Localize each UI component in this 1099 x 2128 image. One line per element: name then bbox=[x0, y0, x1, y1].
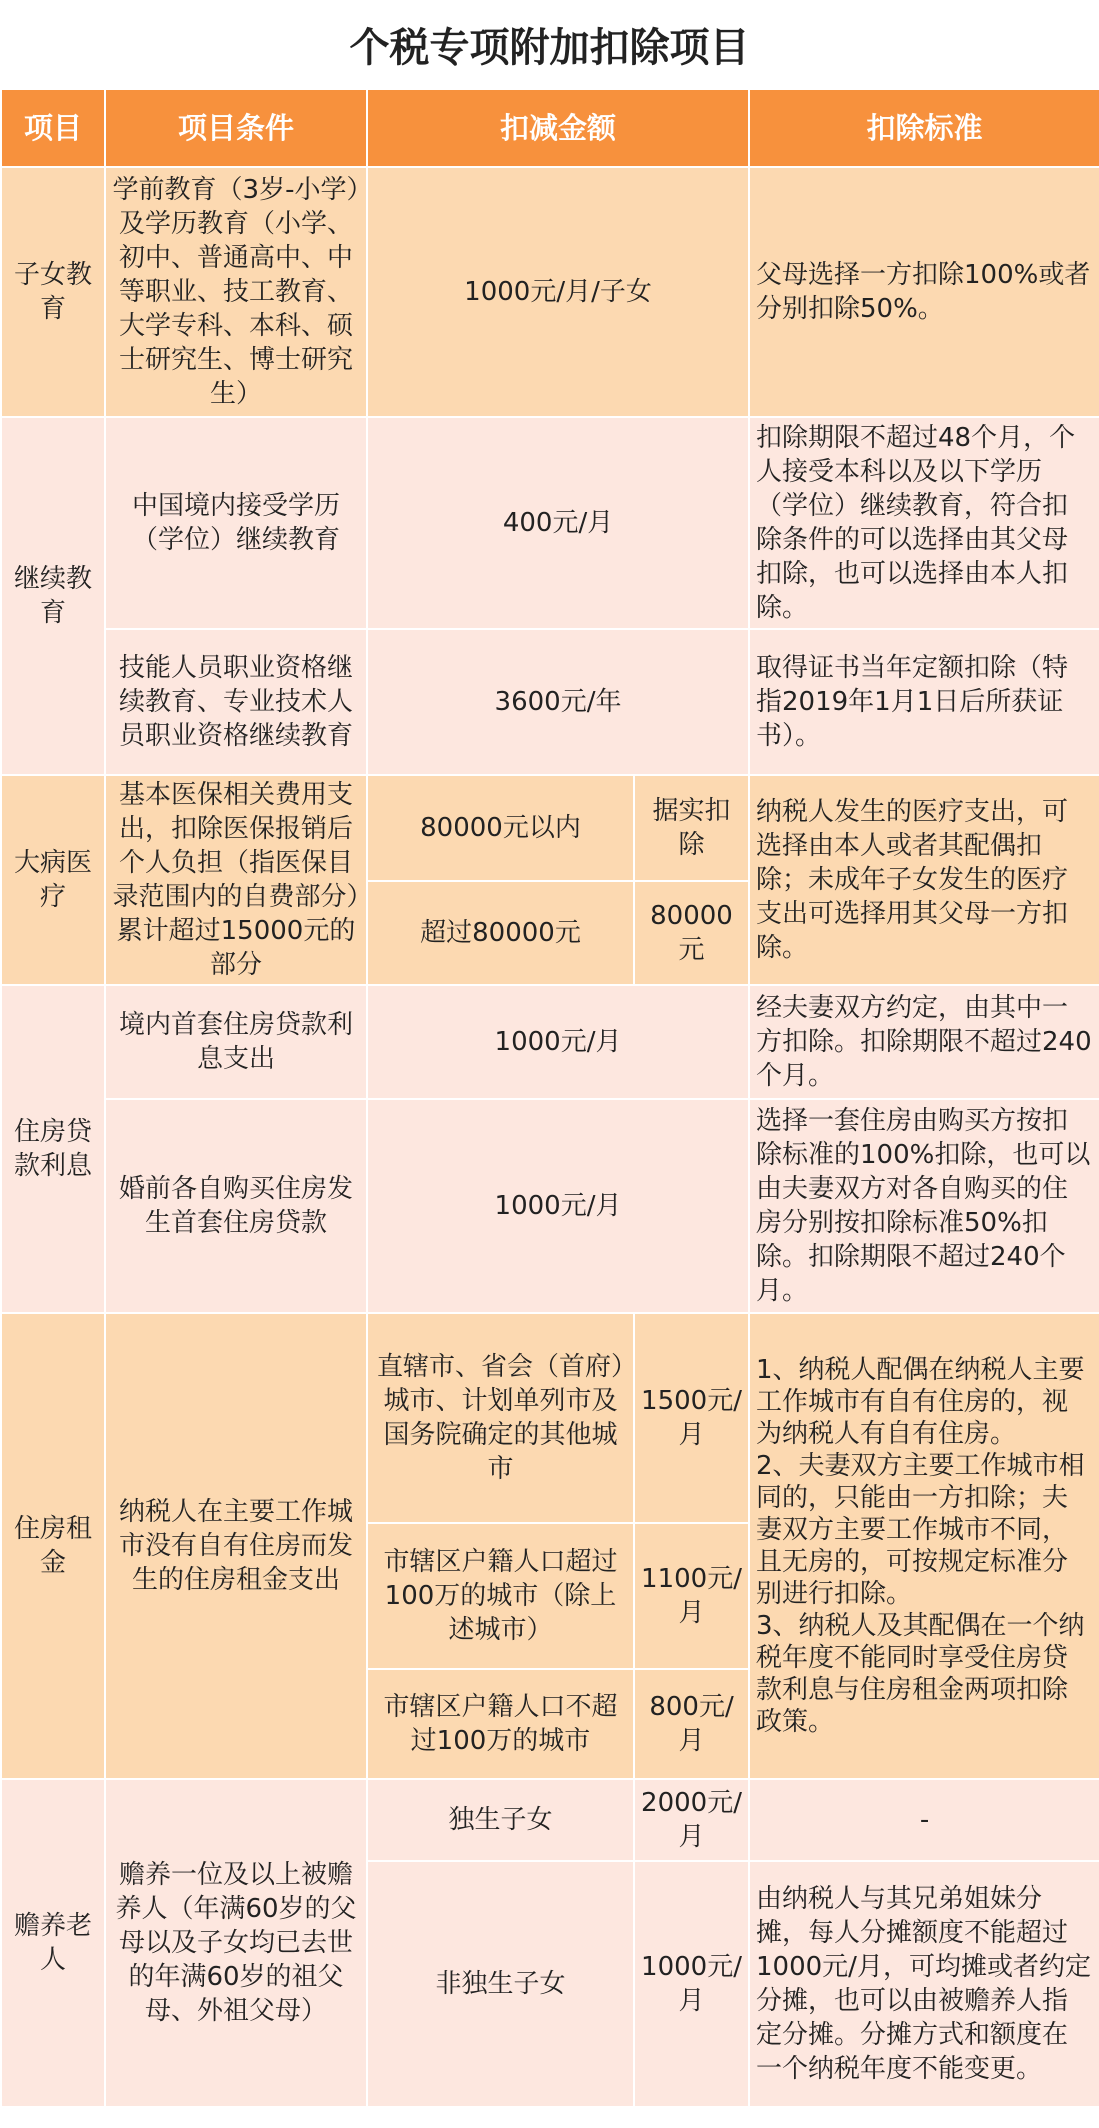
standard-line: 1、纳税人配偶在纳税人主要工作城市有自有住房的，视为纳税人有自有住房。 bbox=[756, 1355, 1085, 1449]
item-cell: 赡养老人 bbox=[1, 1779, 105, 2107]
amount-cell: 1500元/月 bbox=[634, 1313, 749, 1523]
table-row bbox=[1, 775, 1099, 881]
condition-cell: 基本医保相关费用支出，扣除医保报销后个人负担（指医保目录范围内的自费部分）累计超过15000元的部分 bbox=[105, 775, 367, 985]
standard-line: 2、夫妻双方主要工作城市相同的，只能由一方扣除；夫妻双方主要工作城市不同，且无房的，可按规定标准分别进行扣除。 bbox=[756, 1451, 1085, 1609]
city-cell: 市辖区户籍人口超过100万的城市（除上述城市） bbox=[367, 1523, 634, 1669]
amount-cell: 1100元/月 bbox=[634, 1523, 749, 1669]
amount-cell: 800元/月 bbox=[634, 1669, 749, 1779]
header-item: 项目 bbox=[1, 89, 105, 167]
page-title: 个税专项附加扣除项目 bbox=[349, 24, 750, 71]
city-cell: 市辖区户籍人口不超过100万的城市 bbox=[367, 1669, 634, 1779]
amount-cell: 1000元/月/子女 bbox=[367, 167, 749, 417]
range-cell: 80000元以内 bbox=[367, 775, 634, 881]
amount-cell: 2000元/月 bbox=[634, 1779, 749, 1861]
condition-cell: 学前教育（3岁-小学）及学历教育（小学、初中、普通高中、中等职业、技工教育、大学专科、本科、硕士研究生、博士研究生） bbox=[105, 167, 367, 417]
condition-cell: 赡养一位及以上被赡养人（年满60岁的父母以及子女均已去世的年满60岁的祖父母、外祖父母） bbox=[105, 1779, 367, 2107]
standard-cell: 选择一套住房由购买方按扣除标准的100%扣除，也可以由夫妻双方对各自购买的住房分别按扣除标准50%扣除。扣除期限不超过240个月。 bbox=[749, 1099, 1099, 1313]
table-row bbox=[1, 629, 1099, 775]
item-cell: 继续教育 bbox=[1, 417, 105, 775]
item-cell: 住房租金 bbox=[1, 1313, 105, 1779]
table-row bbox=[1, 1779, 1099, 1861]
table-row bbox=[1, 167, 1099, 417]
standard-cell: 父母选择一方扣除100%或者分别扣除50%。 bbox=[749, 167, 1099, 417]
item-cell: 住房贷款利息 bbox=[1, 985, 105, 1313]
condition-cell: 婚前各自购买住房发生首套住房贷款 bbox=[105, 1099, 367, 1313]
standard-cell: 扣除期限不超过48个月，个人接受本科以及以下学历（学位）继续教育，符合扣除条件的可以选择由其父母扣除，也可以选择由本人扣除。 bbox=[749, 417, 1099, 629]
header-condition: 项目条件 bbox=[105, 89, 367, 167]
amount-cell: 80000元 bbox=[634, 881, 749, 985]
table-row bbox=[1, 417, 1099, 629]
deduction-table bbox=[0, 88, 1099, 2108]
standard-cell: 取得证书当年定额扣除（特指2019年1月1日后所获证书）。 bbox=[749, 629, 1099, 775]
amount-cell: 1000元/月 bbox=[367, 1099, 749, 1313]
amount-cell: 据实扣除 bbox=[634, 775, 749, 881]
condition-cell: 中国境内接受学历（学位）继续教育 bbox=[105, 417, 367, 629]
type-cell: 独生子女 bbox=[367, 1779, 634, 1861]
standard-line: 3、纳税人及其配偶在一个纳税年度不能同时享受住房贷款利息与住房租金两项扣除政策。 bbox=[756, 1611, 1085, 1737]
standard-cell: - bbox=[749, 1779, 1099, 1861]
amount-cell: 1000元/月 bbox=[634, 1861, 749, 2107]
header-standard: 扣除标准 bbox=[749, 89, 1099, 167]
type-cell: 非独生子女 bbox=[367, 1861, 634, 2107]
condition-cell: 境内首套住房贷款利息支出 bbox=[105, 985, 367, 1099]
condition-cell: 纳税人在主要工作城市没有自有住房而发生的住房租金支出 bbox=[105, 1313, 367, 1779]
city-cell: 直辖市、省会（首府）城市、计划单列市及国务院确定的其他城市 bbox=[367, 1313, 634, 1523]
table-row bbox=[1, 1313, 1099, 1523]
header-row bbox=[1, 89, 1099, 167]
standard-cell bbox=[749, 1313, 1099, 1779]
standard-cell: 纳税人发生的医疗支出，可选择由本人或者其配偶扣除；未成年子女发生的医疗支出可选择用其父母一方扣除。 bbox=[749, 775, 1099, 985]
table-row bbox=[1, 1099, 1099, 1313]
condition-cell: 技能人员职业资格继续教育、专业技术人员职业资格继续教育 bbox=[105, 629, 367, 775]
standard-cell: 经夫妻双方约定，由其中一方扣除。扣除期限不超过240个月。 bbox=[749, 985, 1099, 1099]
amount-cell: 3600元/年 bbox=[367, 629, 749, 775]
amount-cell: 1000元/月 bbox=[367, 985, 749, 1099]
standard-cell: 由纳税人与其兄弟姐妹分摊，每人分摊额度不能超过1000元/月，可均摊或者约定分摊，也可以由被赡养人指定分摊。分摊方式和额度在一个纳税年度不能变更。 bbox=[749, 1861, 1099, 2107]
table-row bbox=[1, 985, 1099, 1099]
amount-cell: 400元/月 bbox=[367, 417, 749, 629]
item-cell: 子女教育 bbox=[1, 167, 105, 417]
header-amount: 扣减金额 bbox=[367, 89, 749, 167]
item-cell: 大病医疗 bbox=[1, 775, 105, 985]
range-cell: 超过80000元 bbox=[367, 881, 634, 985]
